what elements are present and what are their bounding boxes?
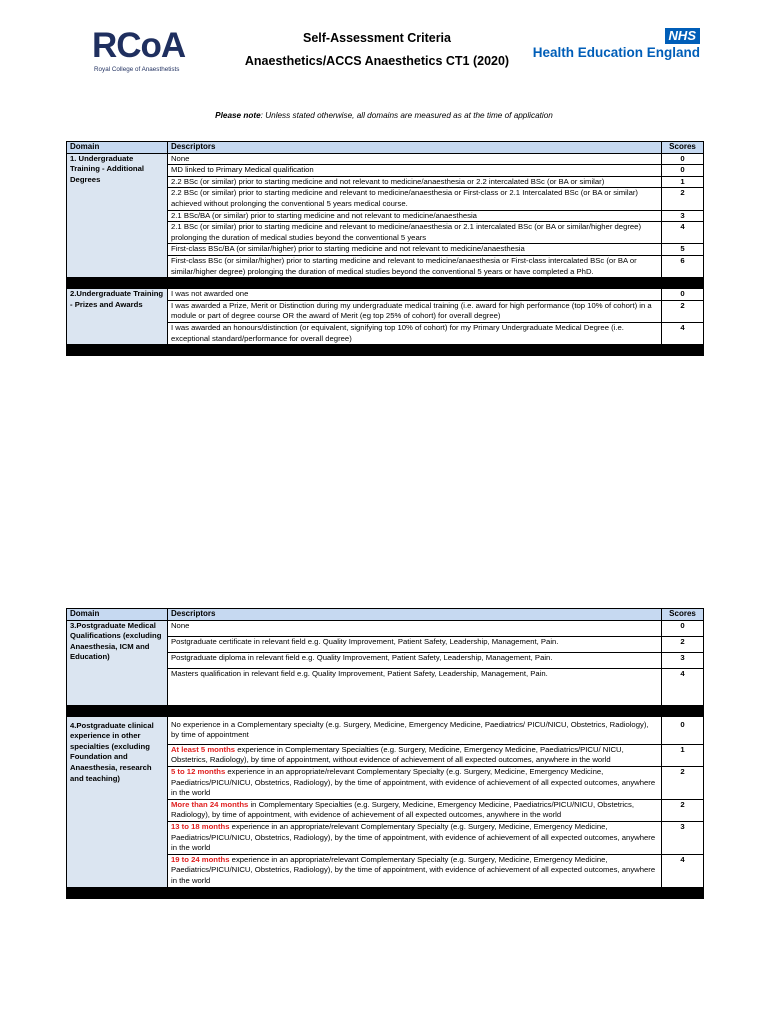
descriptor-cell: 2.2 BSc (or similar) prior to starting medicine and not relevant to medicine/anaesthesia or 2.2 intercalated BSc (or BA or similar) (168, 176, 662, 188)
descriptor-cell (168, 766, 662, 799)
section-divider (67, 345, 704, 356)
document-title: Self-Assessment Criteria (303, 31, 451, 45)
criteria-table-1 (66, 141, 704, 356)
score-cell: 5 (662, 244, 704, 256)
descriptor-cell: I was awarded a Prize, Merit or Distinction during my undergraduate medical training (i.e. award for high performance (top 10% of cohort) in a module or part of degree course OR the award of Merit (eg top 25% of cohort) for overall degree) (168, 300, 662, 322)
score-cell: 2 (662, 799, 704, 821)
descriptor-cell: None (168, 620, 662, 636)
descriptor-cell (168, 716, 662, 744)
table-row (67, 153, 704, 165)
table-row (67, 620, 704, 636)
section-divider (67, 278, 704, 289)
table-header-row (67, 142, 704, 154)
score-cell: 2 (662, 188, 704, 210)
score-cell: 0 (662, 165, 704, 177)
rcoa-logo (92, 28, 202, 76)
score-cell: 4 (662, 854, 704, 887)
domain-cell: 3.Postgraduate Medical Qualifications (excluding Anaesthesia, ICM and Education) (67, 620, 168, 705)
score-cell: 2 (662, 766, 704, 799)
please-note (0, 111, 768, 120)
domain-header: Domain (67, 609, 168, 621)
duration-highlight: More than 24 months (171, 799, 249, 809)
descriptor-cell: MD linked to Primary Medical qualification (168, 165, 662, 177)
descriptor-text: No experience in a Complementary specialty (e.g. Surgery, Medicine, Emergency Medicine, Paediatrics/ PICU/NICU, Obstetrics, Radiology), by time of appointment (171, 719, 649, 740)
score-cell: 3 (662, 210, 704, 222)
descriptor-cell: I was awarded an honours/distinction (or equivalent, signifying top 10% of cohort) for my Primary Undergraduate Medical Degree (i.e. exceptional standard/performance for overall degree) (168, 322, 662, 344)
document-subtitle: Anaesthetics/ACCS Anaesthetics CT1 (2020) (244, 54, 510, 68)
score-cell: 3 (662, 652, 704, 668)
descriptor-cell: First-class BSc (or similar/higher) prior to starting medicine and relevant to medicine/anaesthesia or First-class intercalated BSc (or BA or similar/higher degree) prolonging the duration of medical studies beyond the conventional 5 years or have completed a PhD. (168, 255, 662, 277)
please-note-text: : Unless stated otherwise, all domains are measured as at the time of application (260, 111, 553, 120)
duration-highlight: 13 to 18 months (171, 821, 230, 831)
descriptor-cell: Postgraduate certificate in relevant field e.g. Quality Improvement, Patient Safety, Leadership, Management, Pain. (168, 636, 662, 652)
criteria-table-2 (66, 608, 704, 899)
table-row (67, 716, 704, 744)
domain-cell: 4.Postgraduate clinical experience in other specialties (excluding Foundation and Anaesthesia, research and teaching) (67, 716, 168, 887)
score-cell: 0 (662, 289, 704, 301)
score-cell: 1 (662, 176, 704, 188)
descriptor-cell: 2.2 BSc (or similar) prior to starting medicine and relevant to medicine/anaesthesia or First-class or 2.1 Intercalated BSc (or BA or similar) achieved without prolonging the conventional 5 years medical course. (168, 188, 662, 210)
descriptor-cell: Postgraduate diploma in relevant field e.g. Quality Improvement, Patient Safety, Leadership, Management, Pain. (168, 652, 662, 668)
nhs-hee-logo (530, 28, 700, 64)
descriptor-cell (168, 744, 662, 766)
rcoa-logo-subtitle: Royal College of Anaesthetists (94, 66, 180, 73)
score-cell: 0 (662, 716, 704, 744)
scores-header: Scores (662, 609, 704, 621)
descriptor-text: experience in an appropriate/relevant Complementary Specialty (e.g. Surgery, Medicine, Emergency Medicine, Paediatrics/PICU/NICU, Obstetrics, Radiology), by the time of appointment, with evidence of achievement of all expected outcomes, anywhere in the world (171, 854, 656, 885)
score-cell: 3 (662, 821, 704, 854)
score-cell: 4 (662, 668, 704, 705)
descriptor-cell: Masters qualification in relevant field e.g. Quality Improvement, Patient Safety, Leadership, Management, Pain. (168, 668, 662, 705)
score-cell: 2 (662, 300, 704, 322)
duration-highlight: 19 to 24 months (171, 854, 230, 864)
descriptor-text: in Complementary Specialties (e.g. Surgery, Medicine, Emergency Medicine, Paediatrics/PICU/NICU, Obstetrics, Radiology), by time of appointment, with evidence of achievement of all expected outcomes, anywhere in the world (171, 799, 634, 820)
table-row (67, 289, 704, 301)
descriptor-cell: 2.1 BSc/BA (or similar) prior to starting medicine and not relevant to medicine/anaesthesia (168, 210, 662, 222)
table-header-row (67, 609, 704, 621)
descriptor-cell: 2.1 BSc (or similar) prior to starting medicine and relevant to medicine/anaesthesia or 2.1 intercalated BSc (or BA or similar/higher degree) prolonging the duration of medical studies beyond the conventional 5 years (168, 222, 662, 244)
domain-cell: 2.Undergraduate Training - Prizes and Awards (67, 289, 168, 345)
score-cell: 6 (662, 255, 704, 277)
score-cell: 0 (662, 620, 704, 636)
descriptor-cell: None (168, 153, 662, 165)
descriptor-cell: I was not awarded one (168, 289, 662, 301)
score-cell: 4 (662, 322, 704, 344)
scores-header: Scores (662, 142, 704, 154)
document-title-block (210, 30, 544, 69)
section-divider (67, 705, 704, 716)
descriptors-header: Descriptors (168, 142, 662, 154)
descriptor-cell (168, 854, 662, 887)
nhs-badge: NHS (665, 28, 700, 44)
descriptor-text: experience in Complementary Specialties (e.g. Surgery, Medicine, Emergency Medicine, Paediatrics/PICU/ NICU, Obstetrics, Radiology), by time of appointment, without evidence of achievement of all expected outcomes, anywhere in the world (171, 744, 624, 765)
descriptor-cell (168, 799, 662, 821)
score-cell: 2 (662, 636, 704, 652)
domain-header: Domain (67, 142, 168, 154)
duration-highlight: 5 to 12 months (171, 766, 226, 776)
descriptor-cell (168, 821, 662, 854)
descriptors-header: Descriptors (168, 609, 662, 621)
section-divider (67, 887, 704, 898)
descriptor-text: experience in an appropriate/relevant Complementary Specialty (e.g. Surgery, Medicine, Emergency Medicine, Paediatrics/PICU/NICU, Obstetrics, Radiology), by the time of appointment, with evidence of achievement of all expected outcomes, anywhere in the world (171, 766, 656, 798)
duration-highlight: At least 5 months (171, 744, 236, 754)
score-cell: 1 (662, 744, 704, 766)
please-note-label: Please note (215, 111, 261, 120)
domain-cell: 1. Undergraduate Training - Additional Degrees (67, 153, 168, 278)
nhs-org-name: Health Education England (532, 45, 700, 60)
descriptor-cell: First-class BSc/BA (or similar/higher) prior to starting medicine and not relevant to medicine/anaesthesia (168, 244, 662, 256)
score-cell: 4 (662, 222, 704, 244)
score-cell: 0 (662, 153, 704, 165)
rcoa-logo-letters: RCoA (92, 26, 186, 65)
descriptor-text: experience in an appropriate/relevant Complementary Specialty (e.g. Surgery, Medicine, Emergency Medicine, Paediatrics/PICU/NICU, Obstetrics, Radiology), by the time of appointment, with evidence of achievement of all expected outcomes, anywhere in the world (171, 821, 656, 853)
